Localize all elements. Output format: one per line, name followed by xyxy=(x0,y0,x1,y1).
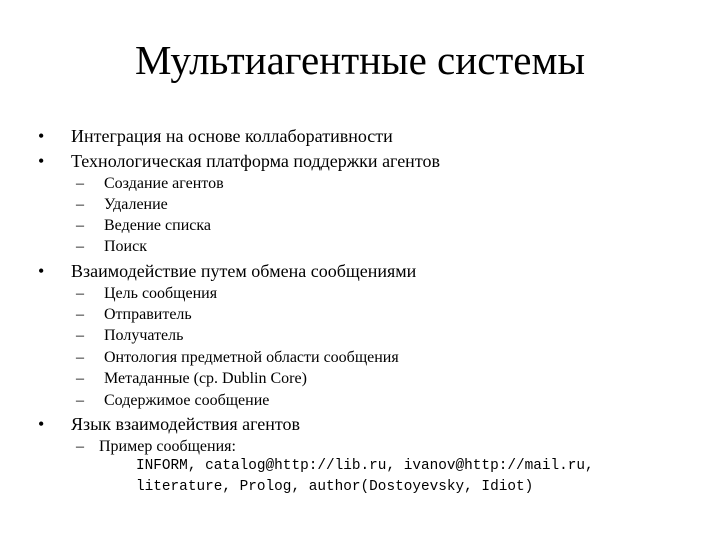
dash-glyph: – xyxy=(76,217,84,234)
sub-item-text: Пример сообщения: xyxy=(99,438,236,455)
bullet-text: Интеграция на основе коллаборативности xyxy=(71,126,393,146)
slide-title: Мультиагентные системы xyxy=(135,37,585,83)
sub-item-text: Ведение списка xyxy=(104,217,211,234)
code-line: literature, Prolog, author(Dostoyevsky, Idiot) xyxy=(136,479,534,495)
dash-glyph: – xyxy=(76,238,84,255)
code-line: INFORM, catalog@http://lib.ru, ivanov@http://mail.ru, xyxy=(136,458,594,474)
sub-item-text: Поиск xyxy=(104,238,147,255)
sub-item-text: Создание агентов xyxy=(104,175,224,192)
dash-glyph: – xyxy=(76,175,84,192)
bullet-text: Взаимодействие путем обмена сообщениями xyxy=(71,261,417,281)
dash-glyph: – xyxy=(76,327,84,344)
dash-glyph: – xyxy=(76,392,84,409)
bullet-glyph: • xyxy=(38,126,45,146)
sub-item-text: Отправитель xyxy=(104,306,192,323)
sub-item-text: Удаление xyxy=(104,196,168,213)
bullet-text: Технологическая платформа поддержки агентов xyxy=(71,151,440,171)
dash-glyph: – xyxy=(76,370,84,387)
dash-glyph: – xyxy=(76,285,84,302)
sub-item-text: Онтология предметной области сообщения xyxy=(104,349,399,366)
bullet-glyph: • xyxy=(38,151,45,171)
dash-glyph: – xyxy=(76,306,84,323)
bullet-text: Язык взаимодействия агентов xyxy=(71,414,300,434)
sub-item-text: Получатель xyxy=(104,327,184,344)
dash-glyph: – xyxy=(76,196,84,213)
sub-item-text: Метаданные (ср. Dublin Core) xyxy=(104,370,307,387)
bullet-glyph: • xyxy=(38,414,45,434)
sub-item-text: Содержимое сообщение xyxy=(104,392,270,409)
bullet-glyph: • xyxy=(38,261,45,281)
dash-glyph: – xyxy=(76,349,84,366)
dash-glyph: – xyxy=(76,438,84,455)
sub-item-text: Цель сообщения xyxy=(104,285,218,302)
